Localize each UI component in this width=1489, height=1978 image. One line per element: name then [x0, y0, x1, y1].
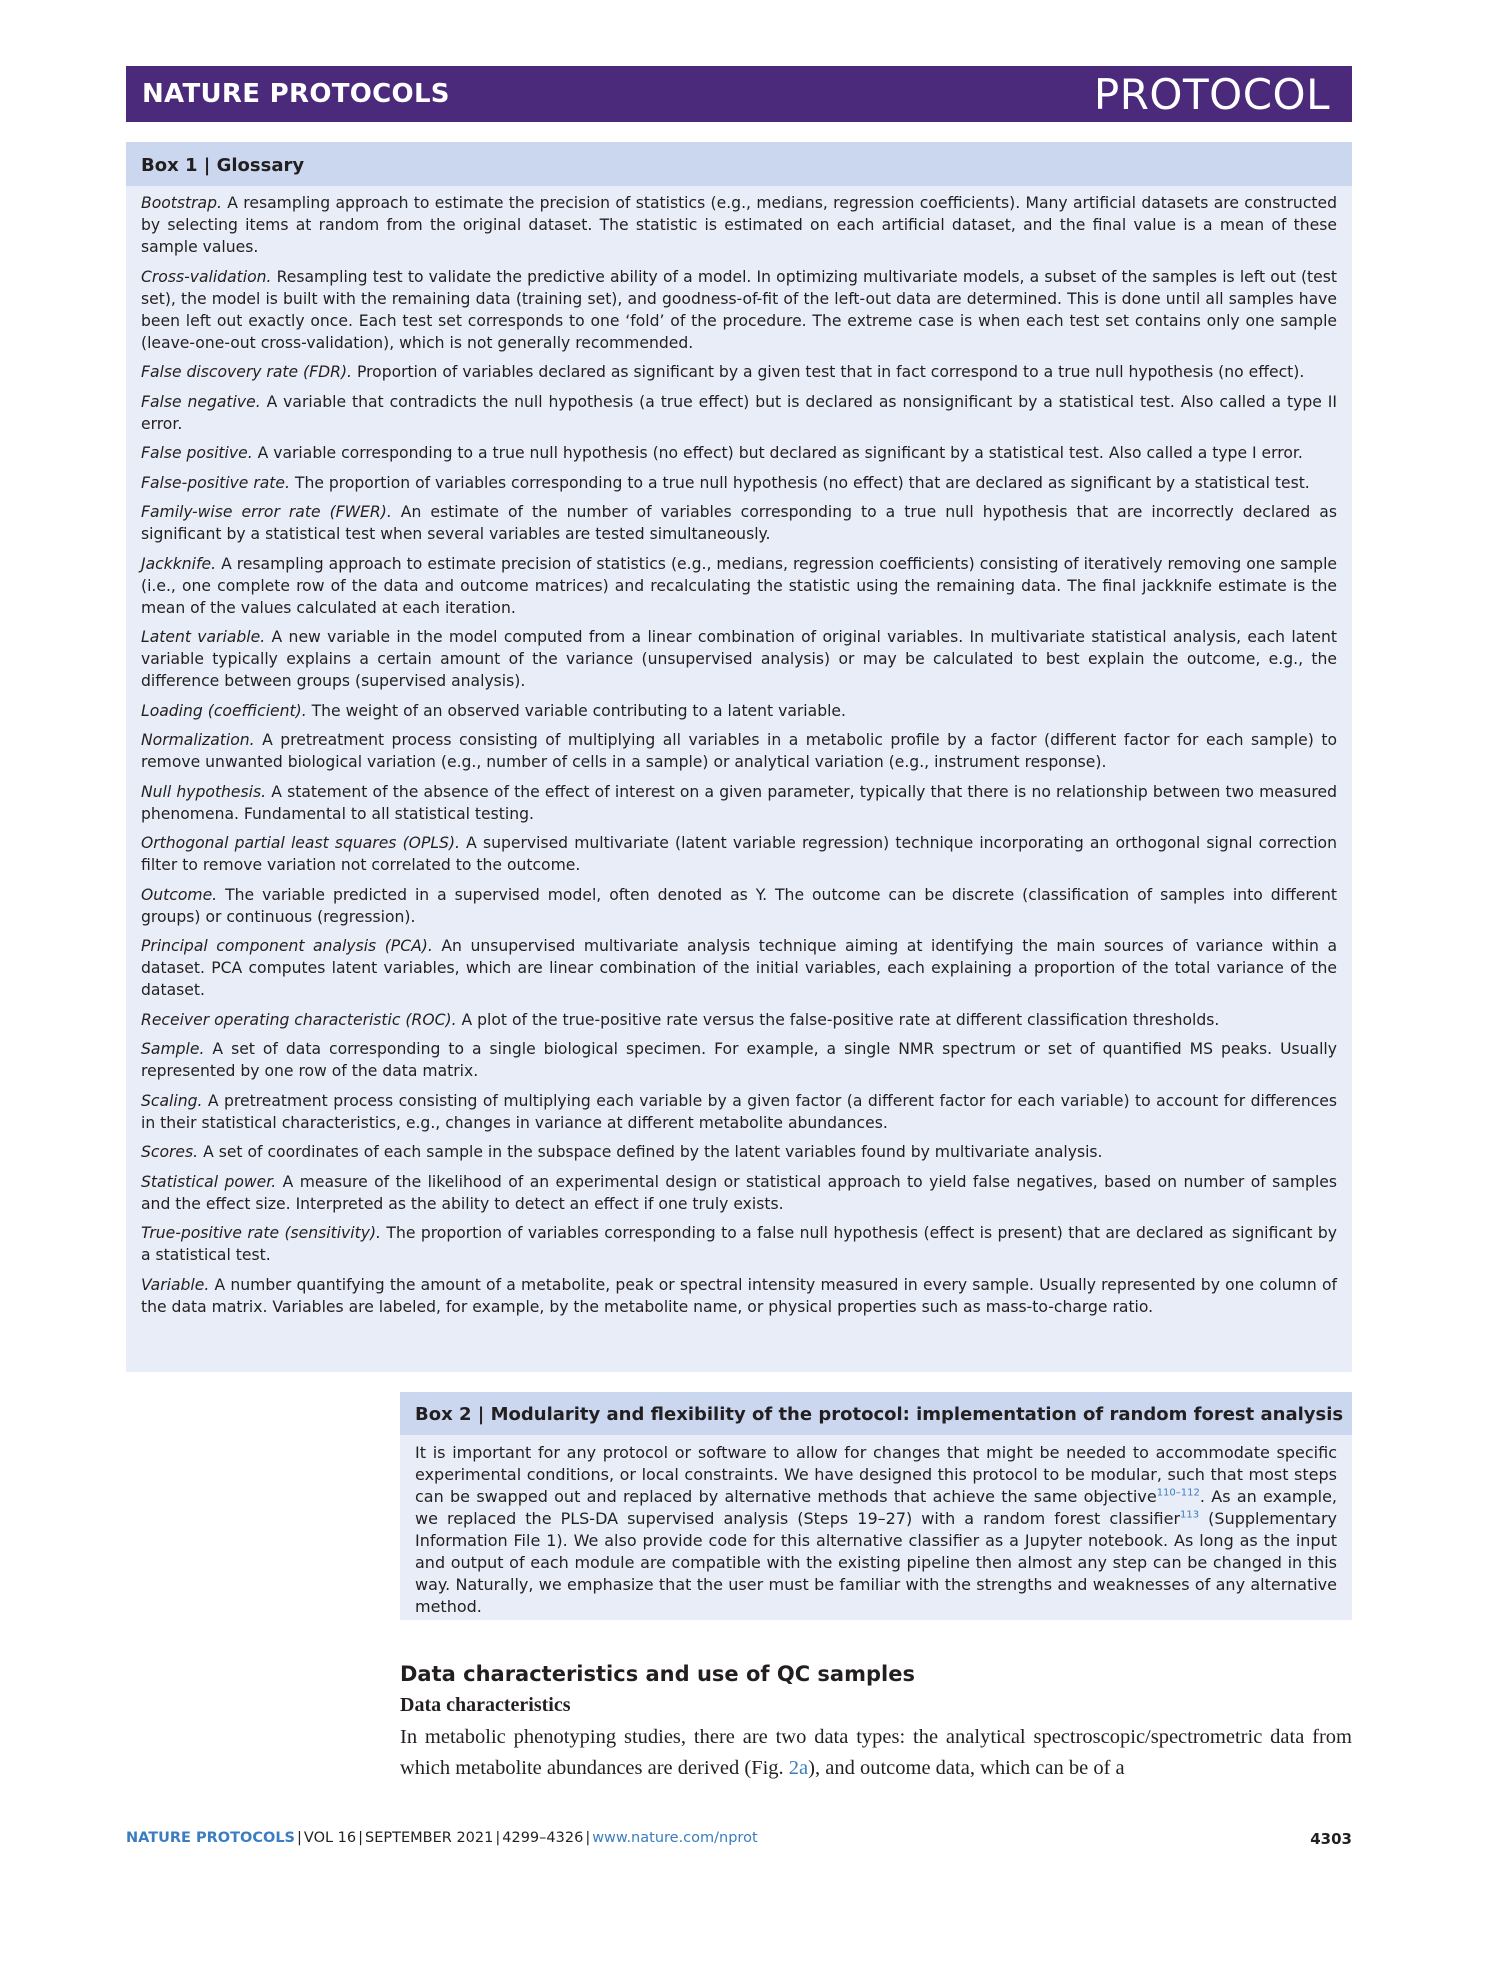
glossary-entry: [141, 935, 1337, 1001]
footer-volume: VOL 16: [303, 1830, 357, 1846]
body-paragraph: [400, 1722, 1352, 1784]
glossary-definition: A variable corresponding to a true null hypothesis (no effect) but declared as significant by a statistical test. Also called a type I error.: [252, 444, 1303, 462]
figure-link[interactable]: 2a: [788, 1757, 809, 1779]
glossary-entry: [141, 361, 1337, 383]
glossary-entry: [141, 832, 1337, 876]
footer-separator: |: [297, 1830, 302, 1846]
box2-text-2: . As an example, we replaced the PLS-DA supervised analysis (Steps 19–27) with a random forest classifier: [415, 1487, 1337, 1528]
footer-journal: NATURE PROTOCOLS: [126, 1830, 296, 1846]
page-number: 4303: [1310, 1830, 1352, 1848]
glossary-term: Receiver operating characteristic (ROC).: [141, 1010, 457, 1029]
glossary-box-title: Box 1 | Glossary: [126, 142, 1352, 186]
glossary-entry: [141, 1009, 1337, 1031]
glossary-definition: A plot of the true-positive rate versus the false-positive rate at different classification thresholds.: [456, 1010, 1220, 1029]
glossary-term: Scores.: [141, 1143, 199, 1161]
glossary-term: Sample.: [141, 1040, 205, 1058]
glossary-definition: The variable predicted in a supervised model, often denoted as Y. The outcome can be discrete (classification of samples into different groups) or continuous (regression).: [141, 885, 1337, 926]
glossary-definition: The proportion of variables corresponding to a true null hypothesis (no effect) that are declared as significant by a statistical test.: [289, 473, 1310, 492]
glossary-entry: [141, 501, 1337, 545]
glossary-term: Orthogonal partial least squares (OPLS).: [141, 834, 460, 852]
glossary-definition: A set of data corresponding to a single biological specimen. For example, a single NMR spectrum or set of quantified MS peaks. Usually represented by one row of the data matrix.: [141, 1040, 1337, 1080]
body-text-2: ), and outcome data, which can be of a: [808, 1757, 1125, 1779]
glossary-definition: A number quantifying the amount of a metabolite, peak or spectral intensity measured in every sample. Usually represented by one column of the data matrix. Variables are labeled, for example, by the metabolite name, or physical properties such as mass-to-charge ratio.: [141, 1275, 1337, 1316]
glossary-definition: A pretreatment process consisting of multiplying all variables in a metabolic profile by a factor (different factor for each sample) to remove unwanted biological variation (e.g., number of cells in a sample) or analytical variation (e.g., instrument response).: [141, 731, 1337, 771]
page-footer: [126, 1830, 1352, 1852]
glossary-term: Statistical power.: [141, 1172, 277, 1191]
glossary-definition: A variable that contradicts the null hypothesis (a true effect) but is declared as nonsignificant by a statistical test. Also called a type II error.: [141, 392, 1337, 433]
glossary-term: Bootstrap.: [141, 194, 222, 212]
glossary-entry: [141, 266, 1337, 354]
glossary-entry: [141, 192, 1337, 258]
glossary-entry: [141, 729, 1337, 773]
glossary-entry: [141, 1222, 1337, 1266]
glossary-definition: A supervised multivariate (latent variable regression) technique incorporating an orthogonal signal correction filter to remove variation not correlated to the outcome.: [141, 834, 1337, 874]
glossary-term: True-positive rate (sensitivity).: [141, 1224, 382, 1242]
glossary-term: Variable.: [141, 1275, 210, 1294]
glossary-term: Loading (coefficient).: [141, 701, 307, 720]
glossary-entry: [141, 781, 1337, 825]
body-text-1: In metabolic phenotyping studies, there are two data types: the analytical spectroscopic/spectrometric data from which metabolite abundances are derived (Fig.: [400, 1726, 1352, 1779]
glossary-definition: An estimate of the number of variables corresponding to a true null hypothesis that are incorrectly declared as significant by a statistical test when several variables are tested simultaneously.: [141, 503, 1337, 543]
glossary-term: Family-wise error rate (FWER).: [141, 503, 392, 521]
reference-link[interactable]: 113: [1180, 1509, 1200, 1521]
section-title: Data characteristics and use of QC samples: [400, 1662, 915, 1686]
glossary-definition: A statement of the absence of the effect of interest on a given parameter, typically that there is no relationship between two measured phenomena. Fundamental to all statistical testing.: [141, 782, 1337, 823]
glossary-definition: A pretreatment process consisting of multiplying each variable by a given factor (a different factor for each variable) to account for differences in their statistical characteristics, e.g., changes in variance at different metabolite abundances.: [141, 1091, 1337, 1132]
glossary-definition: Proportion of variables declared as significant by a given test that in fact correspond to a true null hypothesis (no effect).: [352, 363, 1305, 381]
glossary-term: Scaling.: [141, 1091, 203, 1110]
journal-header-bar: [126, 66, 1352, 122]
footer-separator: |: [358, 1830, 364, 1846]
glossary-definition: A set of coordinates of each sample in the subspace defined by the latent variables found by multivariate analysis.: [198, 1143, 1103, 1161]
glossary-entry: [141, 553, 1337, 619]
glossary-entry: [141, 472, 1337, 494]
glossary-term: False discovery rate (FDR).: [141, 363, 352, 381]
glossary-box: [126, 142, 1352, 1372]
glossary-entry: [141, 1141, 1337, 1163]
journal-name: NATURE PROTOCOLS: [142, 79, 450, 109]
glossary-entry: [141, 700, 1337, 722]
footer-url-link[interactable]: www.nature.com/nprot: [592, 1830, 758, 1846]
modularity-box-body: [400, 1435, 1352, 1618]
footer-separator: |: [495, 1830, 501, 1846]
glossary-entry: [141, 1171, 1337, 1215]
footer-pages: 4299–4326: [502, 1830, 584, 1846]
glossary-term: False-positive rate.: [141, 473, 290, 492]
glossary-entry: [141, 1090, 1337, 1134]
box2-text-3: (Supplementary Information File 1). We also provide code for this alternative classifier as a Jupyter notebook. As long as the input and output of each module are compatible with the existing pipeline then almost any step can be changed in this way. Naturally, we emphasize that the user must be familiar with the strengths and weaknesses of any alternative method.: [415, 1509, 1337, 1616]
box2-text-1: It is important for any protocol or software to allow for changes that might be needed to accommodate specific experimental conditions, or local constraints. We have designed this protocol to be modular, such that most steps can be swapped out and replaced by alternative methods that achieve the same objective: [415, 1443, 1337, 1506]
glossary-term: False positive.: [141, 444, 253, 462]
glossary-term: Principal component analysis (PCA).: [141, 937, 433, 955]
glossary-entry: [141, 884, 1337, 928]
glossary-definition: A resampling approach to estimate the precision of statistics (e.g., medians, regression coefficients). Many artificial datasets are constructed by selecting items at random from the original dataset. The statistic is estimated on each artificial dataset, and the final value is a mean of these sample values.: [141, 194, 1337, 256]
glossary-term: Outcome.: [141, 885, 218, 904]
modularity-box-title: Box 2 | Modularity and flexibility of the protocol: implementation of random forest analysis: [400, 1392, 1352, 1435]
modularity-box: [400, 1392, 1352, 1620]
glossary-entry: [141, 1274, 1337, 1318]
glossary-term: Normalization.: [141, 731, 255, 749]
glossary-definition: A new variable in the model computed from a linear combination of original variables. In multivariate statistical analysis, each latent variable typically explains a certain amount of the variance (unsupervised analysis) or may be calculated to best explain the outcome, e.g., the difference between groups (supervised analysis).: [141, 628, 1337, 690]
footer-separator: |: [585, 1830, 591, 1846]
glossary-term: False negative.: [141, 392, 261, 411]
glossary-entry: [141, 626, 1337, 692]
glossary-definition: Resampling test to validate the predictive ability of a model. In optimizing multivariate models, a subset of the samples is left out (test set), the model is built with the remaining data (training set), and goodness-of-fit of the left-out data are determined. This is done until all samples have been left out exactly once. Each test set corresponds to one ‘fold’ of the procedure. The extreme case is when each test set contains only one sample (leave-one-out cross-validation), which is not generally recommended.: [141, 267, 1337, 352]
glossary-term: Cross-validation.: [141, 267, 272, 286]
glossary-definition: The weight of an observed variable contributing to a latent variable.: [306, 701, 846, 720]
glossary-term: Null hypothesis.: [141, 782, 267, 801]
glossary-definition: A resampling approach to estimate precision of statistics (e.g., medians, regression coefficients) consisting of iteratively removing one sample (i.e., one complete row of the data and outcome matrices) and recalculating the statistic using the remaining data. The final jackknife estimate is the mean of the values calculated at each iteration.: [141, 554, 1337, 617]
glossary-definition: An unsupervised multivariate analysis technique aiming at identifying the main sources of variance within a dataset. PCA computes latent variables, which are linear combination of the initial variables, each explaining a proportion of the total variance of the dataset.: [141, 937, 1338, 999]
glossary-entry: [141, 1038, 1337, 1082]
glossary-list: [126, 186, 1352, 1318]
glossary-definition: The proportion of variables corresponding to a false null hypothesis (effect is present) that are declared as significant by a statistical test.: [141, 1224, 1337, 1264]
glossary-entry: [141, 442, 1337, 464]
reference-link[interactable]: 110–112: [1156, 1487, 1200, 1499]
subsection-title: Data characteristics: [400, 1694, 571, 1716]
glossary-entry: [141, 391, 1337, 435]
glossary-definition: A measure of the likelihood of an experimental design or statistical approach to yield false negatives, based on number of samples and the effect size. Interpreted as the ability to detect an effect if one truly exists.: [141, 1172, 1337, 1213]
footer-date: SEPTEMBER 2021: [365, 1830, 494, 1846]
article-type: PROTOCOL: [1093, 70, 1330, 119]
glossary-term: Latent variable.: [141, 628, 266, 646]
glossary-term: Jackknife.: [141, 554, 217, 573]
